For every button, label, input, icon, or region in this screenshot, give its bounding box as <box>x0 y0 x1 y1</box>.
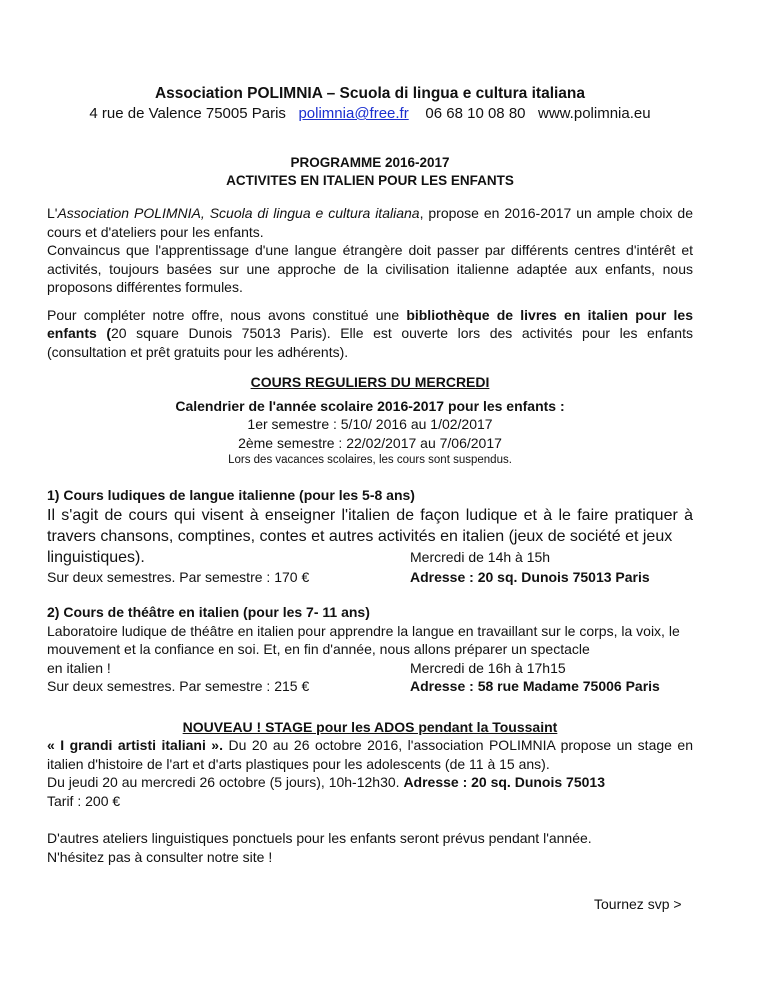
course-1-title: 1) Cours ludiques de langue italienne (pour les 5-8 ans) <box>47 487 415 503</box>
holidays-note: Lors des vacances scolaires, les cours sont suspendus. <box>228 454 512 466</box>
contact-line <box>38 104 702 124</box>
course-2-address: Adresse : 58 rue Madame 75006 Paris <box>410 678 660 694</box>
turn-page-note: Tournez svp > <box>594 896 682 912</box>
course-1-price-row <box>47 568 693 587</box>
semester-1: 1er semestre : 5/10/ 2016 au 1/02/2017 <box>247 416 493 432</box>
course-2-time: Mercredi de 16h à 17h15 <box>410 659 566 676</box>
association-title: Association POLIMNIA – Scuola di lingua e cultura italiana <box>154 85 586 102</box>
phone: 06 68 10 08 80 <box>425 105 526 122</box>
course-1-description: Il s'agit de cours qui visent à enseigner l'italien de façon ludique et à le faire pratiquer à travers chansons, comptines, contes et autres activités en italien (jeux de société et jeux <box>47 506 693 545</box>
email-link[interactable]: polimnia@free.fr <box>298 105 409 122</box>
course-1-time: Mercredi de 14h à 15h <box>410 548 551 565</box>
course-2-price: Sur deux semestres. Par semestre : 215 € <box>47 678 310 694</box>
calendar-title: Calendrier de l'année scolaire 2016-2017 pour les enfants : <box>175 397 565 414</box>
mercredi-heading: COURS REGULIERS DU MERCREDI <box>250 374 490 390</box>
footer-line-1: D'autres ateliers linguistiques ponctuels pour les enfants seront prévus pendant l'année. <box>47 830 592 846</box>
course-1-price: Sur deux semestres. Par semestre : 170 € <box>47 568 310 585</box>
course-1-desc-end: linguistiques). <box>47 548 145 566</box>
intro-paragraph-3: Pour compléter notre offre, nous avons constitué une bibliothèque de livres en italien pour les enfants (20 square Dunois 75013 Paris). Elle est ouverte lors des activités pour les enfants (consultation et prêt gratuits pour les adhérents). <box>47 306 694 360</box>
address: 4 rue de Valence 75005 Paris <box>89 105 286 122</box>
course-2-price-row <box>47 677 693 696</box>
intro-paragraph-1: L'Association POLIMNIA, Scuola di lingua e cultura italiana, propose en 2016-2017 un ample choix de cours et d'ateliers pour les enfants. <box>47 205 693 240</box>
stage-heading: NOUVEAU ! STAGE pour les ADOS pendant la Toussaint <box>182 718 558 735</box>
website: www.polimnia.eu <box>538 105 651 122</box>
course-1-address: Adresse : 20 sq. Dunois 75013 Paris <box>410 568 650 585</box>
document-page <box>47 84 693 866</box>
programme-title: PROGRAMME 2016-2017 <box>290 155 450 170</box>
stage-description: « I grandi artisti italiani ». Du 20 au 26 octobre 2016, l'association POLIMNIA propose un stage en italien d'histoire de l'art et d'arts plastiques pour les adolescents (de 11 à 15 ans). <box>47 737 693 772</box>
course-2-time-row <box>47 659 693 678</box>
course-1-time-row <box>47 547 693 568</box>
stage-dates: Du jeudi 20 au mercredi 26 octobre (5 jours), 10h-12h30. Adresse : 20 sq. Dunois 75013 <box>47 774 605 790</box>
footer-line-2: N'hésitez pas à consulter notre site ! <box>47 848 273 865</box>
semester-2: 2ème semestre : 22/02/2017 au 7/06/2017 <box>238 434 502 451</box>
stage-tarif: Tarif : 200 € <box>47 792 121 809</box>
course-2-desc-end: en italien ! <box>47 659 111 676</box>
intro-paragraph-2: Convaincus que l'apprentissage d'une langue étrangère doit passer par différents centres d'intérêt et activités, toujours basées sur une approche de la civilisation italienne adaptée aux enfants, nous proposons différentes formules. <box>47 242 693 295</box>
programme-subtitle: ACTIVITES EN ITALIEN POUR LES ENFANTS <box>226 173 514 188</box>
course-2-title: 2) Cours de théâtre en italien (pour les 7- 11 ans) <box>47 604 370 620</box>
course-2-description: Laboratoire ludique de théâtre en italien pour apprendre la langue en travaillant sur le corps, la voix, le mouvement et la confiance en soi. Et, en fin d'année, nous allons préparer un spectacle <box>47 622 680 657</box>
